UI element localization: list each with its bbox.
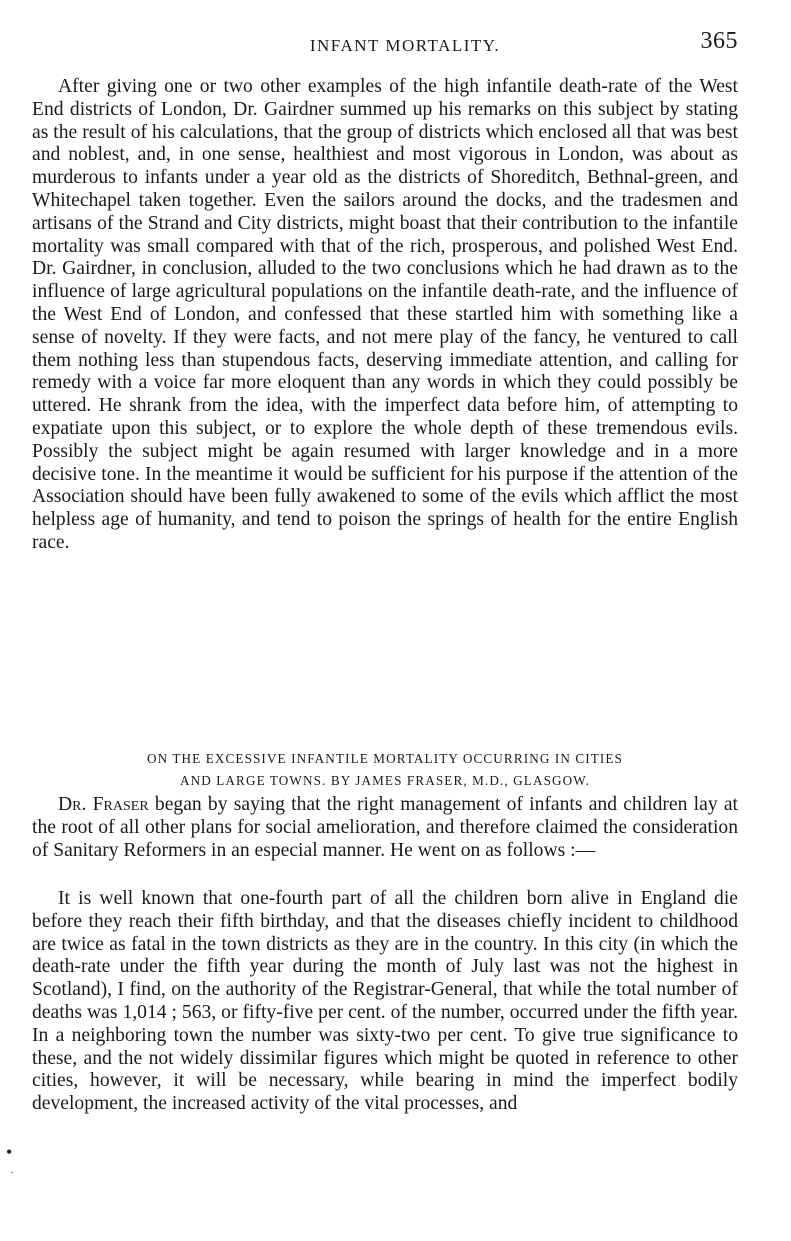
speaker-name: Dr. Fraser xyxy=(58,794,149,815)
page-number: 365 xyxy=(700,28,738,54)
margin-dot-mark: • xyxy=(6,1142,13,1162)
margin-small-dot-mark: · xyxy=(10,1165,14,1179)
paragraph-gairdner-conclusion: After giving one or two other examples of the high infantile death-rate of the West End districts of London, Dr. Gairdner summed up his remarks on this subject by stating as the result of his calculations, that the group of districts which enclosed all that was best and noblest, and, in one sense, healthiest and most vigorous in London, was about as murderous to infants under a year old as the districts of Shoreditch, Bethnal-green, and Whitechapel taken together. Even the sailors around the docks, and the tradesmen and artisans of the Strand and City districts, might boast that their contribution to the infantile mortality was small compared with that of the rich, prosperous, and polished West End. Dr. Gairdner, in conclusion, alluded to the two conclusions which he had drawn as to the influence of large agricultural populations on the infantile death-rate, and the influence of the West End of London, and confessed that these startled him with something like a sense of novelty. If they were facts, and not mere play of the fancy, he ventured to call them nothing less than stupendous facts, deserving immediate attention, and calling for remedy with a voice far more eloquent than any words in which they could possibly be uttered. He shrank from the idea, with the imperfect data before him, of attempting to expatiate upon this subject, or to explore the whole depth of these tremendous evils. Possibly the subject might be again resumed with larger knowledge and in a more decisive tone. In the meantime it would be sufficient for his purpose if the attention of the Association should have been fully awakened to some of the evils which afflict the most helpless age of humanity, and tend to poison the springs of health for the entire English race. xyxy=(32,76,738,553)
paragraph-fraser-intro-text: began by saying that the right management of infants and children lay at the root of all other plans for social amelioration, and therefore claimed the consideration of Sanitary Reformers in an especial manner. He went on as follows :— xyxy=(32,794,738,861)
section-heading-line-1: ON THE EXCESSIVE INFANTILE MORTALITY OCCURRING IN CITIES xyxy=(147,751,623,766)
section-heading-line-2: AND LARGE TOWNS. BY JAMES FRASER, M.D., GLASGOW. xyxy=(180,773,590,788)
paragraph-fraser-intro xyxy=(32,794,738,862)
running-title: INFANT MORTALITY. xyxy=(309,36,501,55)
section-heading xyxy=(32,748,738,792)
paragraph-fraser-statistics: It is well known that one-fourth part of all the children born alive in England die before they reach their fifth birthday, and that the diseases chiefly incident to childhood are twice as fatal in the town districts as they are in the country. In this city (in which the death-rate under the fifth year during the month of July last was not the highest in Scotland), I find, on the authority of the Registrar-General, that while the total number of deaths was 1,014 ; 563, or fifty-five per cent. of the number, occurred under the fifth year. In a neighboring town the number was sixty-two per cent. To give true significance to these, and the not widely dissimilar figures which might be quoted in reference to other cities, however, it will be necessary, while bearing in mind the imperfect bodily development, the increased activity of the vital processes, and xyxy=(32,888,738,1115)
running-head xyxy=(32,28,738,58)
